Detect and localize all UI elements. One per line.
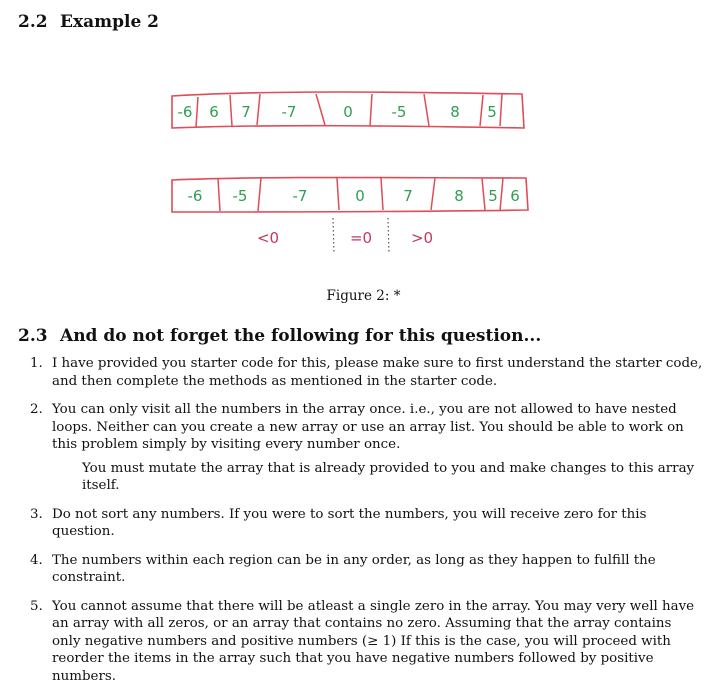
bottom-array-cell: -7 — [292, 187, 308, 205]
item-number: 4. — [30, 552, 43, 568]
item-text: You can only visit all the numbers in the array once. i.e., you are not allowed to have nested loops. Neither can you create a new array or use an array list. You should be able to work on this problem simply by visiting every number once. — [52, 402, 684, 452]
top-array-cell: 8 — [450, 103, 460, 121]
top-array-cell: 0 — [343, 103, 353, 121]
section-number: 2.3 — [18, 326, 48, 346]
item-number: 1. — [30, 356, 43, 371]
section-number: 2.2 — [18, 12, 48, 32]
section-title: Example 2 — [60, 12, 160, 32]
item-text: You cannot assume that there will be atleast a single zero in the array. You may very well have an array with all zeros, or an array that contains no zero. Assuming that the array contains only negative numbers and positive numbers (≥ 1) If this is the case, you will proceed with reorder the items in the array such that you have negative numbers followed by positive numbers. — [52, 598, 695, 684]
top-array-cell: 5 — [487, 103, 497, 121]
item-number: 5. — [30, 598, 43, 614]
bottom-array-outline — [172, 178, 528, 213]
instruction-list — [24, 355, 704, 696]
region-label: =0 — [349, 229, 373, 247]
top-array-cell: -7 — [281, 103, 297, 121]
top-array-cell: 6 — [209, 103, 219, 121]
top-array-cell: 7 — [241, 103, 251, 121]
section-title: And do not forget the following for this question... — [60, 326, 542, 346]
list-item — [24, 355, 704, 390]
list-item — [24, 598, 704, 686]
region-label: <0 — [256, 229, 280, 247]
array-partition-figure — [150, 82, 540, 257]
bottom-array-cell: 8 — [454, 187, 464, 205]
item-text: The numbers within each region can be in any order, as long as they happen to fulfill the constraint. — [52, 552, 656, 585]
region-labels — [257, 229, 433, 247]
bottom-array-cell: -6 — [187, 187, 203, 205]
list-item — [24, 401, 704, 495]
list-item — [24, 506, 704, 541]
top-array-cell: -6 — [177, 103, 193, 121]
item-subtext: You must mutate the array that is already provided to you and make changes to this array itself. — [82, 460, 695, 493]
item-text: Do not sort any numbers. If you were to sort the numbers, you will receive zero for this question. — [52, 506, 647, 539]
item-text: I have provided you starter code for this, please make sure to first understand the starter code, and then complete the methods as mentioned in the starter code. — [52, 356, 703, 389]
bottom-array-cell: 0 — [355, 187, 365, 205]
bottom-array-cell: 7 — [403, 187, 413, 205]
figure-caption: Figure 2: * — [326, 288, 401, 304]
bottom-array-cell: -5 — [232, 187, 248, 205]
top-array-cell: -5 — [391, 103, 407, 121]
bottom-array-values — [188, 187, 520, 205]
top-array-values — [178, 103, 497, 121]
list-item — [24, 552, 704, 587]
bottom-array-cell: 6 — [510, 187, 520, 205]
section-heading-2-2 — [18, 12, 159, 32]
item-number: 2. — [30, 402, 43, 417]
region-label: >0 — [410, 229, 434, 247]
item-number: 3. — [30, 506, 43, 522]
section-heading-2-3 — [18, 326, 541, 346]
bottom-array-cell: 5 — [488, 187, 498, 205]
